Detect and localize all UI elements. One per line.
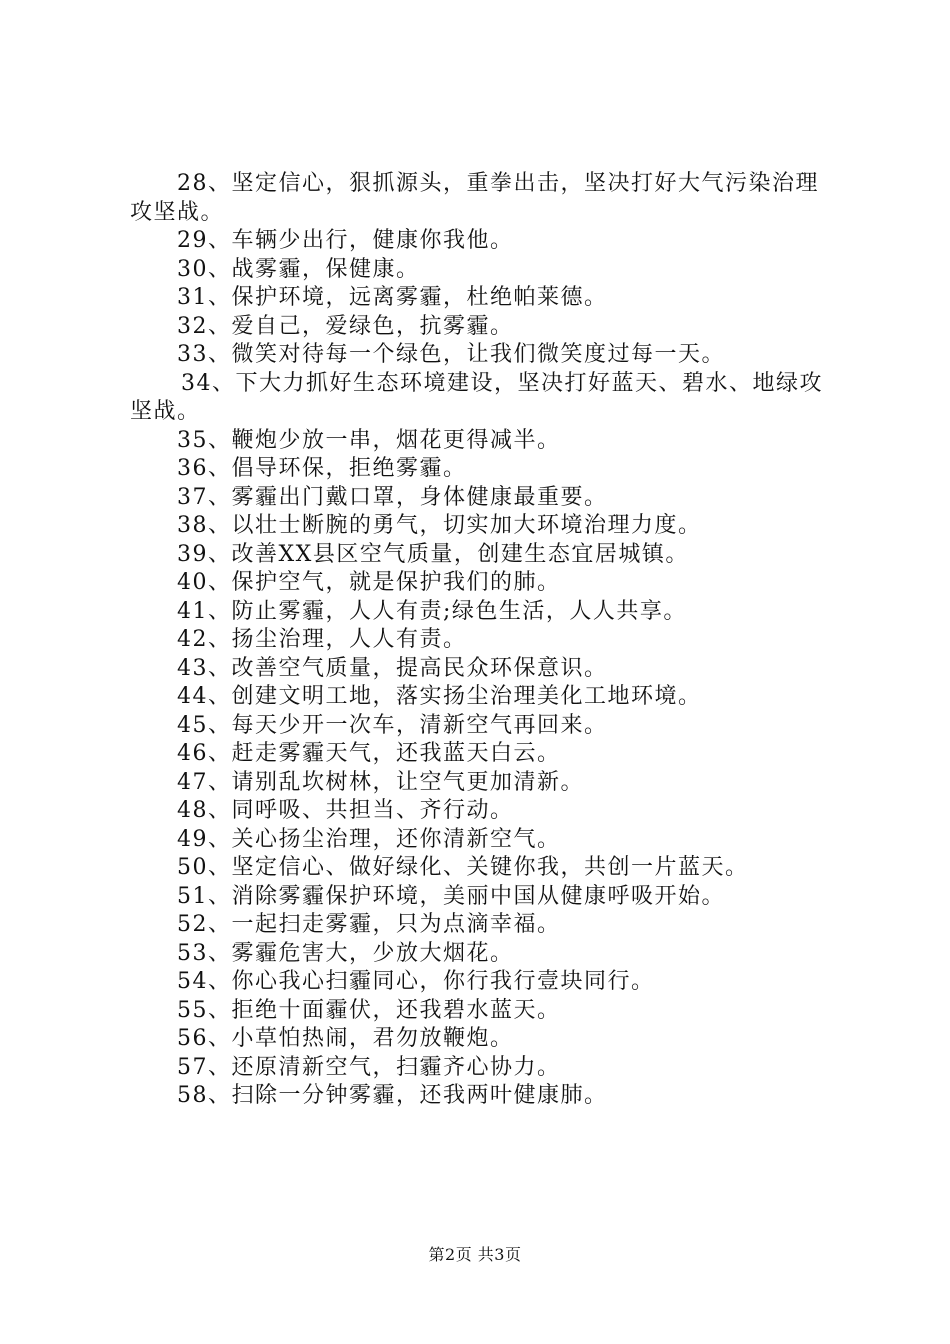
paragraph-44: 44、创建文明工地，落实扬尘治理美化工地环境。 bbox=[177, 684, 702, 709]
paragraph-35: 35、鞭炮少放一串，烟花更得减半。 bbox=[177, 427, 561, 453]
paragraph-49: 49、关心扬尘治理，还你清新空气。 bbox=[177, 826, 561, 852]
paragraph-34: 34、下大力抓好生态环境建设，坚决打好蓝天、碧水、地绿攻坚战。 bbox=[130, 370, 823, 424]
paragraph-36: 36、倡导环保，拒绝雾霾。 bbox=[177, 456, 467, 481]
paragraph-58: 58、扫除一分钟雾霾，还我两叶健康肺。 bbox=[177, 1083, 608, 1108]
page-footer: 第2页 共3页 bbox=[428, 1245, 522, 1264]
paragraph-57: 57、还原清新空气，扫霾齐心协力。 bbox=[177, 1054, 561, 1080]
paragraph-30: 30、战雾霾，保健康。 bbox=[177, 256, 420, 282]
paragraph-45: 45、每天少开一次车，清新空气再回来。 bbox=[177, 712, 608, 738]
paragraph-54: 54、你心我心扫霾同心，你行我行壹块同行。 bbox=[177, 969, 655, 994]
paragraph-43: 43、改善空气质量，提高民众环保意识。 bbox=[177, 655, 608, 681]
paragraph-56: 56、小草怕热闹，君勿放鞭炮。 bbox=[177, 1026, 514, 1051]
paragraph-50: 50、坚定信心、做好绿化、关键你我，共创一片蓝天。 bbox=[177, 855, 749, 880]
paragraph-48: 48、同呼吸、共担当、齐行动。 bbox=[177, 798, 514, 823]
paragraph-42: 42、扬尘治理，人人有责。 bbox=[177, 627, 467, 652]
paragraph-28: 28、坚定信心，狠抓源头，重拳出击，坚决打好大气污染治理攻坚战。 bbox=[130, 171, 819, 225]
paragraph-53: 53、雾霾危害大，少放大烟花。 bbox=[177, 940, 514, 966]
paragraph-47: 47、请别乱坎树林，让空气更加清新。 bbox=[177, 769, 584, 795]
paragraph-51: 51、消除雾霾保护环境，美丽中国从健康呼吸开始。 bbox=[177, 883, 725, 909]
document-body bbox=[130, 170, 835, 1111]
paragraph-40: 40、保护空气，就是保护我们的肺。 bbox=[177, 570, 561, 595]
paragraph-33: 33、微笑对待每一个绿色，让我们微笑度过每一天。 bbox=[177, 342, 725, 367]
paragraph-46: 46、赶走雾霾天气，还我蓝天白云。 bbox=[177, 741, 561, 766]
paragraph-39: 39、改善XX县区空气质量，创建生态宜居城镇。 bbox=[177, 541, 689, 567]
paragraph-31: 31、保护环境，远离雾霾，杜绝帕莱德。 bbox=[177, 285, 608, 310]
paragraph-29: 29、车辆少出行，健康你我他。 bbox=[177, 228, 514, 253]
paragraph-32: 32、爱自己，爱绿色，抗雾霾。 bbox=[177, 313, 514, 339]
paragraph-41: 41、防止雾霾，人人有责;绿色生活，人人共享。 bbox=[177, 598, 687, 624]
paragraph-38: 38、以壮士断腕的勇气，切实加大环境治理力度。 bbox=[177, 513, 702, 538]
paragraph-55: 55、拒绝十面霾伏，还我碧水蓝天。 bbox=[177, 997, 561, 1023]
paragraph-52: 52、一起扫走雾霾，只为点滴幸福。 bbox=[177, 912, 561, 937]
paragraph-37: 37、雾霾出门戴口罩，身体健康最重要。 bbox=[177, 484, 608, 510]
